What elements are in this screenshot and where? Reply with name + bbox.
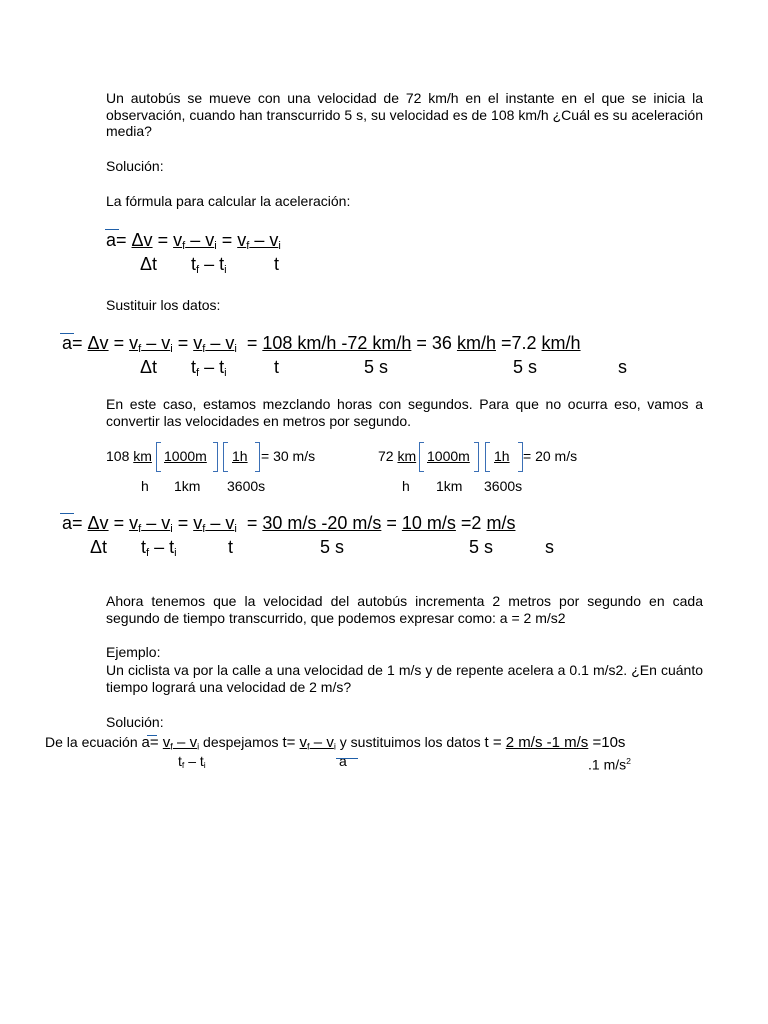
conversion-explanation: En este caso, estamos mezclando horas con segundos. Para que no ocurra eso, vamos a convertir las velocidades en metros por segundo. [106, 396, 703, 429]
problem-text: Un autobús se mueve con una velocidad de 72 km/h en el instante en el que se inicia la observación, cuando han transcurrido 5 s, su velocidad es de 108 km/h ¿Cuál es su aceleración media? [106, 90, 703, 139]
solucion-label: Solución: [106, 158, 164, 174]
vector-bar [336, 758, 358, 759]
ejemplo-label: Ejemplo: [106, 644, 161, 660]
formula-intro: La fórmula para calcular la aceleración: [106, 193, 351, 209]
sustituir-label: Sustituir los datos: [106, 297, 221, 313]
ejemplo-text: Un ciclista va por la calle a una velocidad de 1 m/s y de repente acelera a 0.1 m/s2. ¿En cuánto tiempo logrará una velocidad de 2 m/s? [106, 662, 703, 695]
solucion-label-2: Solución: [106, 714, 164, 730]
ahora-text: Ahora tenemos que la velocidad del autobús incrementa 2 metros por segundo en cada segundo de tiempo transcurrido, que podemos expresar como: a = 2 m/s2 [106, 593, 703, 626]
